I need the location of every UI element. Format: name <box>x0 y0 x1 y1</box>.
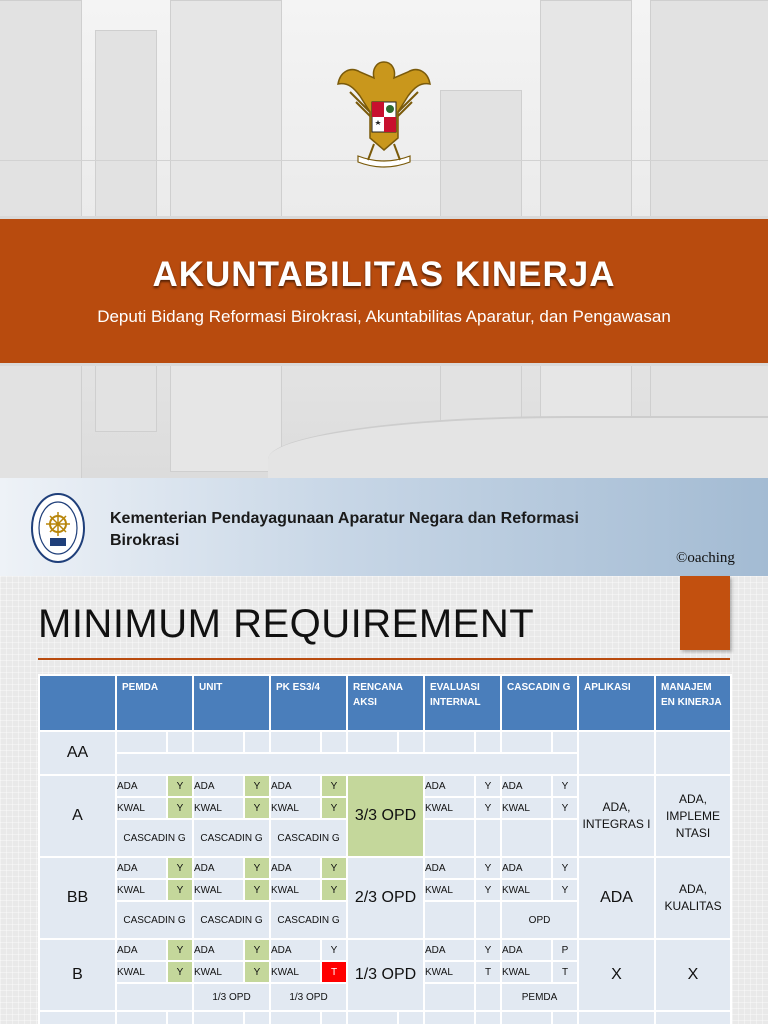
row-label: A <box>39 775 116 857</box>
table-cell: Y <box>475 879 501 901</box>
table-cell: KWAL <box>501 797 552 819</box>
garuda-emblem-icon <box>330 52 438 170</box>
table-cell <box>270 731 321 753</box>
rencana-aksi-cell: 2/3 OPD <box>347 857 424 939</box>
content-slide <box>0 478 768 1024</box>
table-cell: Y <box>321 857 347 879</box>
accent-tab <box>680 576 730 650</box>
table-cell <box>167 1011 193 1024</box>
table-cell: Y <box>167 775 193 797</box>
table-cell <box>321 1011 347 1024</box>
slide-title: AKUNTABILITAS KINERJA <box>152 255 616 294</box>
table-cell <box>424 819 475 857</box>
table-cell: KWAL <box>270 961 321 983</box>
table-cell: Y <box>244 857 270 879</box>
row-label: B <box>39 939 116 1011</box>
table-cell: Y <box>552 857 578 879</box>
table-cell: Y <box>244 939 270 961</box>
table-cell: KWAL <box>424 879 475 901</box>
table-cell <box>552 731 578 753</box>
table-cell <box>501 731 552 753</box>
table-cell: Y <box>321 939 347 961</box>
table-cell <box>167 731 193 753</box>
table-cell <box>501 1011 552 1024</box>
table-cell: ADA <box>424 775 475 797</box>
table-cell: ADA <box>501 857 552 879</box>
table-header: CASCADIN G <box>501 675 578 731</box>
table-cell: 1/3 OPD <box>193 983 270 1011</box>
table-cell: Y <box>475 857 501 879</box>
table-cell: Y <box>167 797 193 819</box>
table-header: PEMDA <box>116 675 193 731</box>
table-cell <box>116 1011 167 1024</box>
slide-subtitle: Deputi Bidang Reformasi Birokrasi, Akuntabilitas Aparatur, dan Pengawasan <box>97 307 671 326</box>
table-cell <box>424 901 475 939</box>
table-cell <box>475 1011 501 1024</box>
table-cell: T <box>321 961 347 983</box>
table-cell: Y <box>167 857 193 879</box>
table-cell: ADA <box>193 775 244 797</box>
table-cell <box>398 731 424 753</box>
requirement-table <box>38 674 732 1024</box>
table-cell <box>244 731 270 753</box>
table-header: MANAJEM EN KINERJA <box>655 675 731 731</box>
table-cell: ADA <box>270 939 321 961</box>
table-cell: OPD <box>501 901 578 939</box>
title-underline <box>38 658 730 660</box>
table-header: APLIKASI <box>578 675 655 731</box>
table-cell: ADA <box>193 857 244 879</box>
table-cell: Y <box>552 797 578 819</box>
table-cell <box>347 731 398 753</box>
ministry-header <box>0 478 768 576</box>
table-row <box>39 1011 731 1024</box>
table-cell <box>116 731 167 753</box>
table-cell: CASCADIN G <box>270 819 347 857</box>
table-cell: KWAL <box>116 797 167 819</box>
rencana-aksi-cell: 1/3 OPD <box>347 939 424 1011</box>
table-cell: KWAL <box>193 797 244 819</box>
row-label: BB <box>39 857 116 939</box>
table-cell: KWAL <box>116 961 167 983</box>
table-cell: Y <box>244 879 270 901</box>
table-cell: KWAL <box>501 879 552 901</box>
table-cell: ADA <box>424 857 475 879</box>
table-cell: Y <box>167 961 193 983</box>
table-row <box>39 775 731 797</box>
row-label: AA <box>39 731 116 775</box>
table-row <box>39 731 731 753</box>
table-cell: CASCADIN G <box>116 819 193 857</box>
table-cell <box>475 819 501 857</box>
title-slide <box>0 0 768 478</box>
table-cell <box>655 731 731 775</box>
title-banner <box>0 216 768 366</box>
table-cell <box>578 1011 655 1024</box>
ministry-logo-icon <box>30 492 86 564</box>
table-cell: ADA <box>116 857 167 879</box>
table-cell <box>578 731 655 775</box>
table-cell: CASCADIN G <box>270 901 347 939</box>
table-cell: Y <box>475 775 501 797</box>
table-cell <box>655 1011 731 1024</box>
table-cell: 1/3 OPD <box>270 983 347 1011</box>
table-cell <box>501 819 552 857</box>
table-cell: T <box>475 961 501 983</box>
table-cell <box>244 1011 270 1024</box>
table-cell: ADA <box>501 775 552 797</box>
table-cell <box>270 1011 321 1024</box>
table-cell: Y <box>552 879 578 901</box>
table-cell: Y <box>244 961 270 983</box>
table-cell: CASCADIN G <box>193 819 270 857</box>
table-cell <box>475 901 501 939</box>
table-cell <box>552 1011 578 1024</box>
table-cell: Y <box>167 879 193 901</box>
table-cell: KWAL <box>270 797 321 819</box>
manajemen-cell: ADA, IMPLEME NTASI <box>655 775 731 857</box>
aplikasi-cell: ADA <box>578 857 655 939</box>
table-cell: Y <box>167 939 193 961</box>
table-cell: KWAL <box>193 879 244 901</box>
table-cell: Y <box>321 879 347 901</box>
table-header: UNIT <box>193 675 270 731</box>
table-cell <box>475 731 501 753</box>
table-cell: ADA <box>116 775 167 797</box>
table-header <box>39 675 116 731</box>
table-cell <box>116 753 578 775</box>
table-cell: Y <box>552 775 578 797</box>
table-cell: Y <box>244 797 270 819</box>
table-cell: ADA <box>193 939 244 961</box>
page-title: MINIMUM REQUIREMENT <box>38 602 535 646</box>
table-cell: KWAL <box>116 879 167 901</box>
table-header-row <box>39 675 731 731</box>
table-cell: KWAL <box>193 961 244 983</box>
ministry-name: Kementerian Pendayagunaan Aparatur Negara dan Reformasi Birokrasi <box>110 510 579 549</box>
aplikasi-cell: ADA, INTEGRAS I <box>578 775 655 857</box>
table-cell: Y <box>475 939 501 961</box>
table-cell: P <box>552 939 578 961</box>
table-row <box>39 857 731 879</box>
table-cell <box>424 983 475 1011</box>
table-cell: KWAL <box>270 879 321 901</box>
table-cell: KWAL <box>424 961 475 983</box>
table-cell: CASCADIN G <box>193 901 270 939</box>
manajemen-cell: X <box>655 939 731 1011</box>
table-cell: T <box>552 961 578 983</box>
table-cell: Y <box>475 797 501 819</box>
table-cell: Y <box>321 775 347 797</box>
table-cell: PEMDA <box>501 983 578 1011</box>
table-cell: KWAL <box>424 797 475 819</box>
table-cell <box>116 983 193 1011</box>
coaching-label: ©oaching <box>676 550 735 566</box>
table-header: PK ES3/4 <box>270 675 347 731</box>
table-row <box>39 939 731 961</box>
table-cell: ADA <box>424 939 475 961</box>
table-cell: CASCADIN G <box>116 901 193 939</box>
aplikasi-cell: X <box>578 939 655 1011</box>
table-cell <box>321 731 347 753</box>
background-road <box>268 416 768 478</box>
table-cell <box>347 1011 398 1024</box>
table-cell: ADA <box>501 939 552 961</box>
table-cell <box>39 1011 116 1024</box>
table-cell: Y <box>244 775 270 797</box>
table-cell: ADA <box>116 939 167 961</box>
rencana-aksi-cell: 3/3 OPD <box>347 775 424 857</box>
table-header: RENCANA AKSI <box>347 675 424 731</box>
table-cell: Y <box>321 797 347 819</box>
table-cell: ADA <box>270 775 321 797</box>
table-cell <box>552 819 578 857</box>
table-cell <box>193 1011 244 1024</box>
table-cell <box>398 1011 424 1024</box>
table-cell <box>475 983 501 1011</box>
manajemen-cell: ADA, KUALITAS <box>655 857 731 939</box>
table-cell <box>193 731 244 753</box>
table-cell: ADA <box>270 857 321 879</box>
table-cell <box>424 1011 475 1024</box>
table-cell: KWAL <box>501 961 552 983</box>
table-header: EVALUASI INTERNAL <box>424 675 501 731</box>
table-cell <box>424 731 475 753</box>
